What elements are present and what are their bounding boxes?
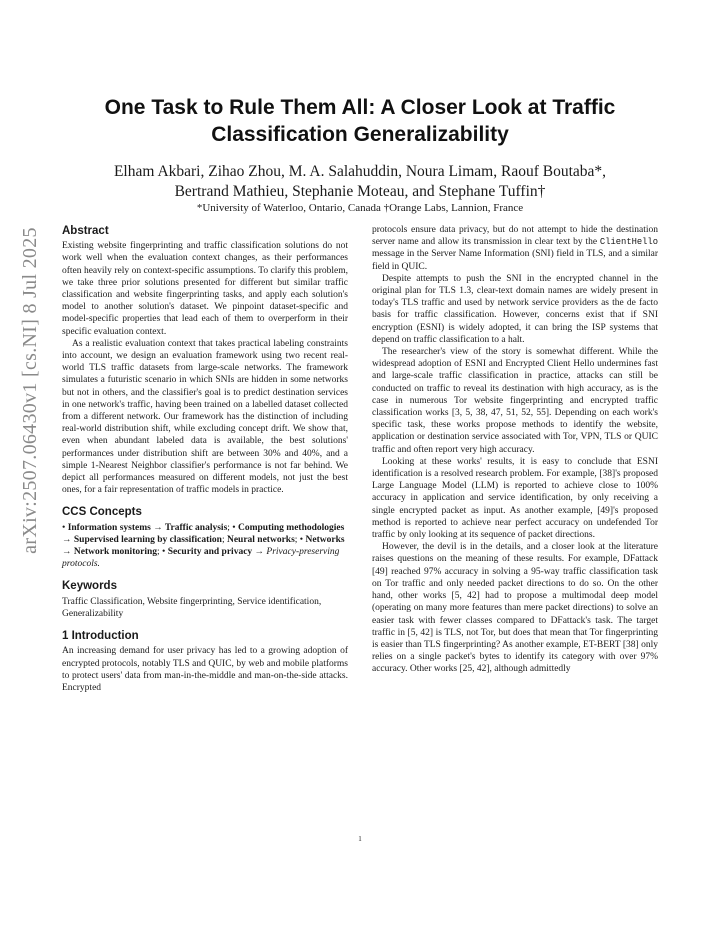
- right-paragraph-0: protocols ensure data privacy, but do not attempt to hide the destination server name and allow its transmission in clear text by the ClientHello message in the Server Name Information (SNI) field in TLS, and a similar field in QUIC.: [372, 225, 658, 272]
- authors-line-1: Elham Akbari, Zihao Zhou, M. A. Salahuddin, Noura Limam, Raouf Boutaba*,: [113, 163, 607, 180]
- authors-line-2: Bertrand Mathieu, Stephanie Moteau, and Stephane Tuffin†: [174, 183, 546, 200]
- keywords-text: Traffic Classification, Website fingerprinting, Service identification, Generalizability: [62, 596, 322, 619]
- ccs-item-5: Security and privacy: [167, 547, 253, 558]
- intro-paragraph-1: An increasing demand for user privacy has led to a growing adoption of encrypted protocols, notably TLS and QUIC, by web and mobile platforms to protect users' data from man-in-the-middle and man-on-the-side attacks. Encrypted: [62, 646, 348, 693]
- right-paragraph-2: The researcher's view of the story is somewhat different. While the widespread adoption of ESNI and Encrypted Client Hello undermines fast and large-scale traffic classification in practice, attacks can still be conducted on traffic to reveal its destination with high accuracy, as is the case in numerous Tor website fingerprinting and encrypted traffic classification works [3, 5, 38, 47, 51, 52, 55]. Depending on each work's specific task, these works propose methods to identify the website, application or destination service associated with Tor, VPN, TLS or QUIC traffic and often report very high accuracy.: [372, 347, 658, 455]
- abstract-paragraph-2: As a realistic evaluation context that takes practical labeling constraints into account, we design an evaluation framework using two recent real-world TLS traffic datasets from large-scale networks. The framework simulates a futuristic scenario in which SNIs are hidden in some networks but not in others, and the classifier's goal is to predict destination services in one network's traffic, having been trained on a labelled dataset collected from a different network. Our framework has the distinction of including real-world distribution shift, while excluding concept drift. We show that, even when abundant labeled data is available, the best solutions' performances under distribution shift are between 30% and 40%, and a simple 1-Nearest Neighbor classifier's performance is not far behind. We depict all performances measured on different models, not just the best ones, for a fair representation of traffic models in practice.: [62, 338, 348, 496]
- introduction-heading: 1 Introduction: [62, 630, 139, 643]
- abstract-heading: Abstract: [62, 225, 109, 237]
- right-paragraph-4: However, the devil is in the details, and a closer look at the literature raises questions on the meaning of these results. For example, DFattack [49] reached 97% accuracy in solving a 95-way traffic classification task on Tor traffic and only needed packet directions to do so. On the other hand, other works [5, 42] had to propose a multimodal deep model (operating on many more features than mere packet directions) to solve an easier task with fewer classes compared to DFattack's task. The target traffic in [5, 42] is TLS, not Tor, but does that mean that Tor fingerprinting is easier than TLS fingerprinting? As another example, ET-BERT [38] only relies on a single packet's bytes to identify its category with over 97% accuracy. Other works [25, 42], although admittedly: [372, 542, 658, 675]
- page-number: 1: [358, 835, 362, 843]
- ccs-concepts: • Information systems → Traffic analysis; • Computing methodologies → Supervised learning by classification; Neural networks; • Networks → Network monitoring; • Security and privacy → Privacy-preserving protocols.: [62, 522, 345, 570]
- arxiv-id: arXiv:2507.06430v1 [cs.NI] 8 Jul 2025: [18, 226, 41, 554]
- keywords-heading: Keywords: [62, 580, 117, 593]
- abstract-paragraph-1: Existing website fingerprinting and traffic classification solutions do not work well when the evaluation context changes, as their performances often heavily rely on context-specific assumptions. To clarify this problem, we take three prior solutions presented for different but similar traffic classification and website fingerprinting tasks, and apply each solution's model to another solution's dataset. We pinpoint dataset-specific and model-specific properties that lead each of them to overperform in their specific evaluation context.: [62, 241, 348, 337]
- ccs-heading: CCS Concepts: [62, 506, 142, 519]
- ccs-item-3: Neural networks: [226, 534, 295, 545]
- right-paragraph-1: Despite attempts to push the SNI in the encrypted channel in the original plan for TLS 1.3, clear-text domain names are widely present in today's TLS traffic and used by network service providers as the de facto basis for traffic classification. However, concerns exist that if SNI encryption (ESNI) is widely adopted, it can bring the ISP systems that depend on traffic classification to a halt.: [372, 273, 658, 345]
- right-column: [372, 224, 658, 676]
- left-column: [62, 225, 348, 694]
- clienthello-code: ClientHello: [599, 237, 658, 248]
- right-paragraph-3: Looking at these works' results, it is easy to conclude that ESNI identification is a resolved research problem. For example, [38]'s proposed Large Language Model (LLM) is reported to achieve close to 100% accuracy in application and service identification, by only receiving a single encrypted packet as input. As another example, [49]'s proposed method is reported to achieve near perfect accuracy on undefended Tor traffic by only looking at its sequence of packet directions.: [372, 456, 658, 541]
- ccs-item-2: Computing methodologies → Supervised learning by classification: [62, 522, 345, 545]
- authors: [60, 162, 660, 202]
- ccs-item-4: Networks → Network monitoring: [62, 534, 345, 558]
- ccs-item-1: Information systems → Traffic analysis: [67, 522, 228, 533]
- arxiv-stamp: [12, 110, 48, 670]
- affiliations: *University of Waterloo, Ontario, Canada †Orange Labs, Lannion, France: [196, 202, 524, 214]
- paper-title: One Task to Rule Them All: A Closer Look at Traffic Classification Generalizability: [104, 96, 616, 146]
- ccs-item-5-sub: Privacy-preserving protocols.: [62, 547, 340, 570]
